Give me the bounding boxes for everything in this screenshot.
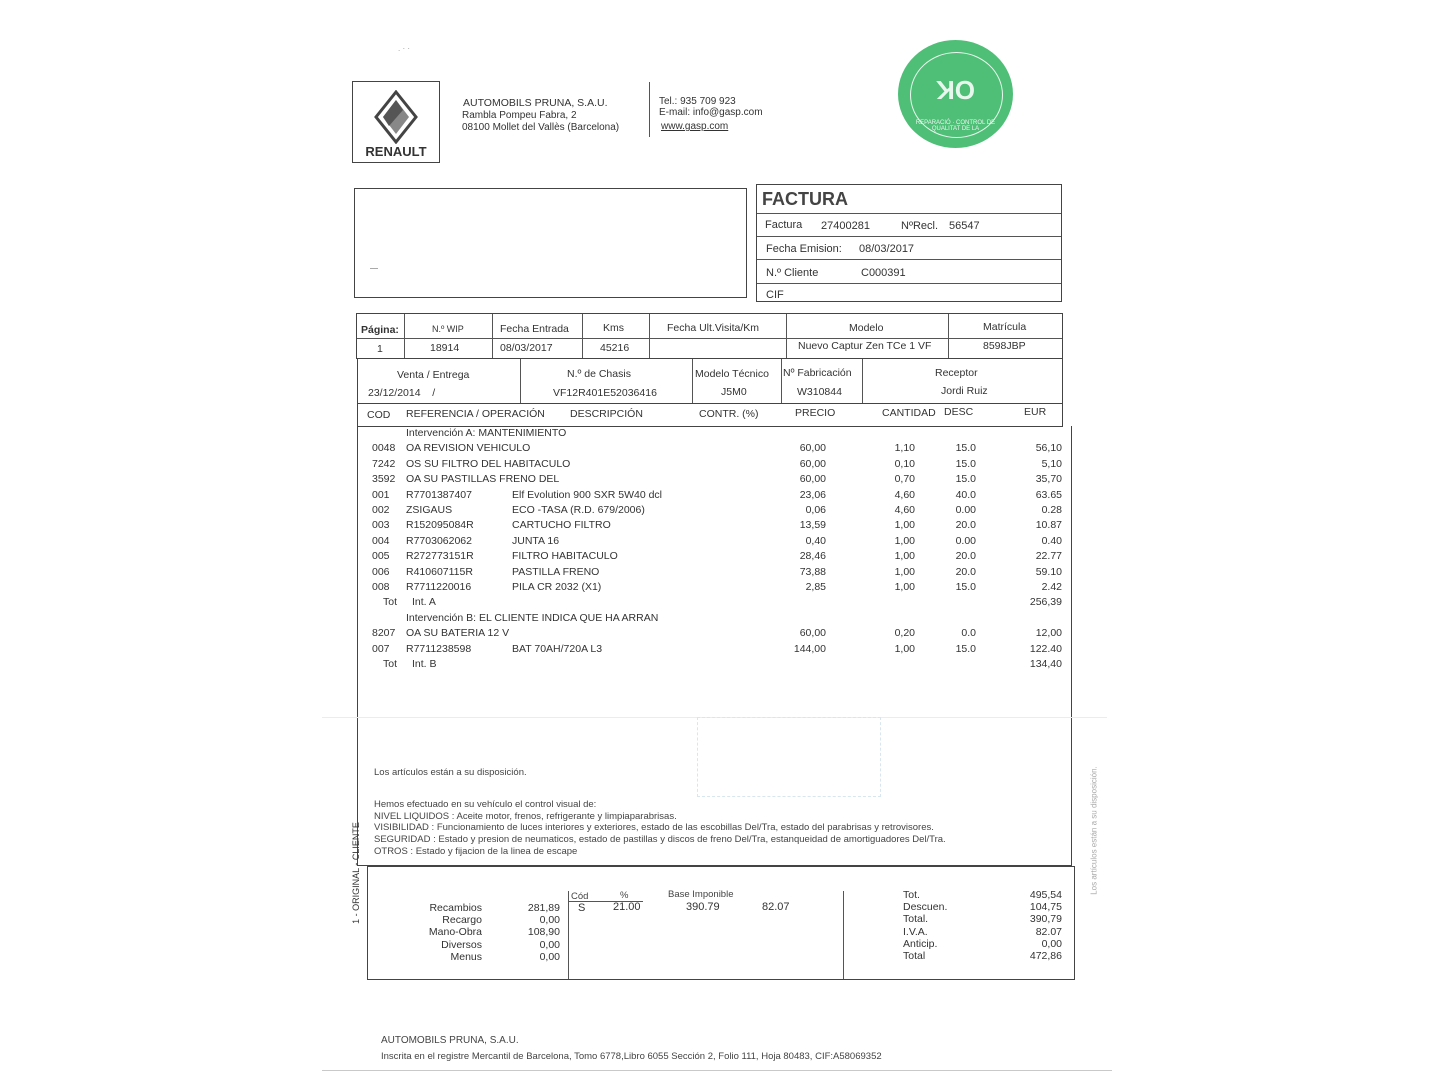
col-desc: DESCRIPCIÓN <box>570 408 643 420</box>
note-nivel: NIVEL LIQUIDOS : Aceite motor, frenos, refrigerante y limpiaparabrisas. <box>374 811 677 822</box>
summary-right-value: 82.07 <box>1035 925 1062 938</box>
vv2-modelo-tecnico: J5M0 <box>721 386 747 398</box>
line-ref: R272773151R <box>406 550 474 563</box>
line-precio: 0,06 <box>805 504 826 516</box>
summary-right-value: 104,75 <box>1029 901 1062 914</box>
renault-logo-box <box>352 81 440 163</box>
tax-base: 390.79 <box>686 901 720 913</box>
line-cod: 001 <box>372 488 390 501</box>
line-cantidad: 1,00 <box>894 534 915 547</box>
line-cantidad: 1,00 <box>894 581 915 593</box>
factura-number: 27400281 <box>821 220 870 232</box>
tax-iva: 82.07 <box>762 901 790 913</box>
vehicle-table-2 <box>357 358 1063 404</box>
line-desc: BAT 70AH/720A L3 <box>512 642 603 655</box>
vh2-chasis: N.º de Chasis <box>567 368 631 380</box>
line-cod: 7242 <box>372 457 396 470</box>
line-precio: 23,06 <box>799 488 826 501</box>
line-precio: 2,85 <box>805 581 826 593</box>
quality-control-stamp <box>898 40 1013 148</box>
summary-right-label: Total. <box>903 913 929 926</box>
line-precio: 60,00 <box>799 473 826 486</box>
line-cantidad: 1,10 <box>894 442 915 455</box>
line-ref: R7711238598 <box>406 642 472 655</box>
line-eur: 0.28 <box>1041 504 1062 516</box>
line-eur: 63.65 <box>1035 488 1062 501</box>
line-cod: 0048 <box>372 442 396 455</box>
line-desc: CARTUCHO FILTRO <box>512 519 611 532</box>
recl-label: NºRecl. <box>901 220 939 232</box>
line-ref: Intervención B: EL CLIENTE INDICA QUE HA ARRAN <box>406 611 659 624</box>
line-eur: 5,10 <box>1041 457 1062 470</box>
scan-marks: . · · <box>398 44 410 53</box>
vv2-receptor: Jordi Ruiz <box>941 385 988 397</box>
line-ref: Int. A <box>412 596 436 609</box>
tax-head-pct: % <box>620 890 629 901</box>
tax-head-base: Base Imponible <box>668 889 734 900</box>
vv-pagina: 1 <box>377 343 383 355</box>
line-cantidad: 0,20 <box>894 627 915 640</box>
summary-left-value: 0,00 <box>539 950 560 963</box>
vh-pagina: Página: <box>361 324 399 336</box>
line-cantidad: 1,00 <box>894 565 915 578</box>
col-contr: CONTR. (%) <box>699 408 759 420</box>
stamp-ok-text: OK <box>936 75 975 105</box>
line-cod: 002 <box>372 504 390 516</box>
company-name: AUTOMOBILS PRUNA, S.A.U. <box>463 97 608 109</box>
vh-matricula: Matrícula <box>983 321 1027 333</box>
col-ref: REFERENCIA / OPERACIÓN <box>406 408 545 420</box>
summary-left-value: 0,00 <box>539 938 560 951</box>
cif-label: CIF <box>766 289 784 301</box>
company-web[interactable]: www.gasp.com <box>661 121 729 132</box>
company-email: E-mail: info@gasp.com <box>659 107 763 118</box>
company-address1: Rambla Pompeu Fabra, 2 <box>462 110 577 121</box>
line-desc-pct: 15.0 <box>955 457 976 470</box>
vh-fecha-entrada: Fecha Entrada <box>500 323 569 335</box>
fecha-label: Fecha Emision: <box>766 243 842 255</box>
line-ref: OA SU BATERIA 12 V <box>406 627 510 640</box>
note-otros: OTROS : Estado y fijacion de la linea de escape <box>374 846 578 857</box>
line-precio: 73,88 <box>799 565 826 578</box>
line-eur: 2.42 <box>1041 581 1062 593</box>
side-label-right: Los artículos están a su disposición. <box>1089 766 1099 895</box>
vv-wip: 18914 <box>430 342 460 354</box>
line-eur: 256,39 <box>1029 596 1062 609</box>
line-eur: 134,40 <box>1029 658 1062 670</box>
summary-right-label: I.V.A. <box>903 925 928 938</box>
client-address-box <box>354 188 747 298</box>
line-cantidad: 1,00 <box>894 642 915 655</box>
vv2-fabricacion: W310844 <box>797 386 842 398</box>
vh2-modelo-tecnico: Modelo Técnico <box>695 368 769 380</box>
tax-head-cod: Cód <box>571 891 589 902</box>
line-desc-pct: 0.00 <box>955 504 976 516</box>
line-precio: 144,00 <box>793 642 826 655</box>
line-eur: 10.87 <box>1035 519 1062 532</box>
line-desc: PILA CR 2032 (X1) <box>512 581 602 593</box>
vehicle-table <box>356 313 1063 359</box>
line-precio: 0,40 <box>805 534 826 547</box>
line-cod: 8207 <box>372 627 396 640</box>
tax-pct: 21.00 <box>613 901 641 913</box>
line-cod: 006 <box>372 565 390 578</box>
recl-number: 56547 <box>949 220 980 232</box>
renault-diamond-icon <box>373 90 419 144</box>
note-control-intro: Hemos efectuado en su vehículo el control visual de: <box>374 799 597 810</box>
summary-right-value: 0,00 <box>1041 937 1062 950</box>
line-ref: R152095084R <box>406 519 474 532</box>
line-ref: R410607115R <box>406 565 473 578</box>
tax-cod: S <box>578 902 586 914</box>
line-desc: PASTILLA FRENO <box>512 565 600 578</box>
summary-left-value: 108,90 <box>527 926 560 939</box>
cliente-label: N.º Cliente <box>766 267 819 279</box>
line-cantidad: 4,60 <box>894 504 915 516</box>
col-cantidad: CANTIDAD <box>882 407 936 419</box>
vv2-venta: 23/12/2014 / <box>368 387 436 399</box>
summary-left-value: 0,00 <box>539 914 560 927</box>
line-eur: 35,70 <box>1035 473 1062 486</box>
line-ref: R7711220016 <box>406 581 472 593</box>
line-cantidad: 0,70 <box>894 473 915 486</box>
line-desc-pct: 40.0 <box>955 488 976 501</box>
line-cod: 3592 <box>372 473 396 486</box>
line-desc-pct: 15.0 <box>955 642 976 655</box>
invoice-title: FACTURA <box>762 189 848 209</box>
vh-wip: N.º WIP <box>432 324 464 334</box>
line-cod: Tot <box>383 658 398 670</box>
line-desc: FILTRO HABITACULO <box>512 550 618 563</box>
line-ref: OS SU FILTRO DEL HABITACULO <box>406 457 571 470</box>
line-precio: 60,00 <box>799 442 826 455</box>
line-ref: Int. B <box>412 658 437 670</box>
line-desc-pct: 20.0 <box>955 519 976 532</box>
line-ref: Intervención A: MANTENIMIENTO <box>406 427 567 439</box>
line-eur: 56,10 <box>1035 442 1062 455</box>
line-desc-pct: 15.0 <box>955 442 976 455</box>
line-cod: 008 <box>372 581 390 593</box>
line-eur: 122.40 <box>1029 642 1062 655</box>
line-eur: 59.10 <box>1035 565 1062 578</box>
line-eur: 22.77 <box>1035 550 1062 563</box>
vv-fecha-entrada: 08/03/2017 <box>500 342 553 354</box>
line-ref: R7703062062 <box>406 534 472 547</box>
line-desc-pct: 15.0 <box>955 473 976 486</box>
vv-modelo: Nuevo Captur Zen TCe 1 VF <box>798 340 932 352</box>
fecha-value: 08/03/2017 <box>859 243 915 255</box>
line-ref: OA SU PASTILLAS FRENO DEL <box>406 473 560 486</box>
vh-modelo: Modelo <box>849 322 884 334</box>
line-eur: 0.40 <box>1041 534 1062 547</box>
factura-label: Factura <box>765 219 803 231</box>
line-desc-pct: 20.0 <box>955 550 976 563</box>
col-descu: DESC <box>944 406 974 418</box>
note-visibilidad: VISIBILIDAD : Funcionamiento de luces interiores y exteriores, estado de las escobillas Del/Tra, estado del parabrisas y retrovisores. <box>374 822 934 833</box>
stamp-ring-text: REPARACIÓ · CONTROL DE QUALITAT DE LA <box>915 120 996 132</box>
vv-matricula: 8598JBP <box>983 340 1026 352</box>
summary-left-label: Recargo <box>442 914 482 927</box>
line-precio: 60,00 <box>799 457 826 470</box>
line-cantidad: 0,10 <box>894 457 915 470</box>
summary-left-label: Recambios <box>429 902 482 914</box>
note-disposicion: Los artículos están a su disposición. <box>374 767 527 778</box>
col-precio: PRECIO <box>795 407 836 419</box>
summary-left-label: Mano-Obra <box>428 926 482 939</box>
line-desc-pct: 0.0 <box>961 627 976 640</box>
vv-kms: 45216 <box>600 342 630 354</box>
company-address2: 08100 Mollet del Vallès (Barcelona) <box>462 122 620 133</box>
note-seguridad: SEGURIDAD : Estado y presion de neumaticos, estado de pastillas y discos de freno Del/Tra, estanqueidad de amortiguadores Del/Tra. <box>374 834 946 845</box>
vh-kms: Kms <box>603 322 624 334</box>
line-desc: JUNTA 16 <box>512 534 560 547</box>
line-cod: 004 <box>372 534 390 547</box>
line-desc-pct: 0.00 <box>955 534 976 547</box>
line-ref: OA REVISION VEHICULO <box>406 442 531 455</box>
summary-right-value: 390,79 <box>1029 913 1062 926</box>
footer-company-name: AUTOMOBILS PRUNA, S.A.U. <box>381 1035 519 1046</box>
line-desc: Elf Evolution 900 SXR 5W40 dcl <box>512 488 662 501</box>
col-eur: EUR <box>1024 406 1047 418</box>
line-ref: R7701387407 <box>406 488 472 501</box>
vh2-receptor: Receptor <box>935 367 978 379</box>
line-precio: 13,59 <box>799 519 826 532</box>
vh2-venta: Venta / Entrega <box>397 369 470 381</box>
line-cod: 005 <box>372 550 390 563</box>
summary-left-label: Menus <box>450 950 482 963</box>
summary-right-value: 495,54 <box>1029 889 1062 901</box>
line-cod: Tot <box>383 596 398 609</box>
col-cod: COD <box>367 409 391 421</box>
company-tel: Tel.: 935 709 923 <box>659 96 736 107</box>
summary-right-label: Anticip. <box>903 937 938 950</box>
summary-right-label: Total <box>903 950 926 962</box>
vv2-chasis: VF12R401E52036416 <box>553 387 657 399</box>
cliente-value: C000391 <box>861 267 906 279</box>
vh-ult-visita: Fecha Ult.Visita/Km <box>667 322 760 334</box>
line-cantidad: 1,00 <box>894 519 915 532</box>
side-label-original: 1 - ORIGINAL - CLIENTE <box>351 822 361 924</box>
line-ref: ZSIGAUS <box>406 504 453 516</box>
summary-right-label: Descuen. <box>903 901 948 914</box>
line-eur: 12,00 <box>1035 627 1062 640</box>
line-precio: 28,46 <box>799 550 826 563</box>
footer-registry: Inscrita en el registre Mercantil de Barcelona, Tomo 6778,Libro 6055 Sección 2, Folio 111, Hoja 80483, CIF:A58069352 <box>381 1051 882 1062</box>
vh2-fabricacion: Nº Fabricación <box>783 367 852 379</box>
renault-wordmark: RENAULT <box>365 144 427 159</box>
line-cod: 007 <box>372 642 390 655</box>
line-precio: 60,00 <box>799 627 826 640</box>
summary-right-label: Tot. <box>903 889 920 901</box>
line-desc: ECO -TASA (R.D. 679/2006) <box>512 504 645 516</box>
summary-left-value: 281,89 <box>527 902 560 914</box>
line-cantidad: 4,60 <box>894 488 915 501</box>
summary-right-value: 472,86 <box>1029 950 1062 962</box>
line-desc-pct: 20.0 <box>955 565 976 578</box>
summary-left-label: Diversos <box>441 938 482 951</box>
line-cantidad: 1,00 <box>894 550 915 563</box>
line-desc-pct: 15.0 <box>955 581 976 593</box>
line-cod: 003 <box>372 519 390 532</box>
